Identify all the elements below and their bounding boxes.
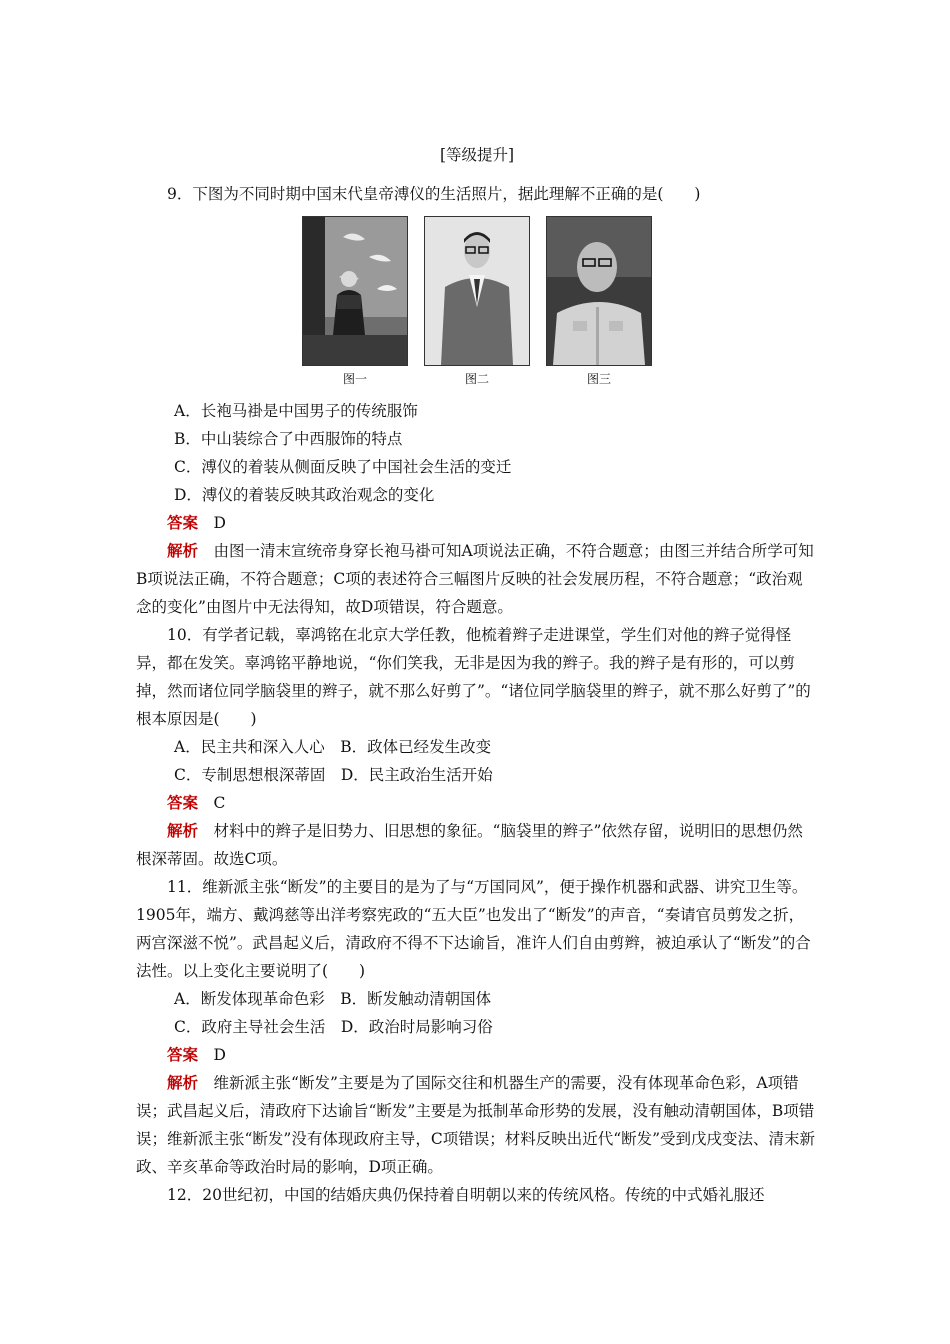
analysis-text: 由图一清末宣统帝身穿长袍马褂可知A项说法正确，不符合题意；由图三并结合所学可知B项说法正确，不符合题意；C项的表述符合三幅图片反映的社会发展历程，不符合题意；“政治观念的变化”由图片中无法得知，故D项错误，符合题意。 xyxy=(136,542,814,616)
q12-stem: 12．20世纪初，中国的结婚庆典仍保持着自明朝以来的传统风格。传统的中式婚礼服还 xyxy=(167,1186,765,1204)
answer-label: 答案 xyxy=(167,513,199,532)
q11-analysis xyxy=(136,1069,818,1181)
q10-analysis xyxy=(136,817,818,873)
q9-stem: 9．下图为不同时期中国末代皇帝溥仪的生活照片，据此理解不正确的是( ) xyxy=(167,185,701,203)
figure-3-caption: 图三 xyxy=(586,372,611,386)
analysis-text: 维新派主张“断发”主要是为了国际交往和机器生产的需要，没有体现革命色彩，A项错误；武昌起义后，清政府下达谕旨“断发”主要是为抵制革命形势的发展，没有触动清朝国体，B项错误；维新派主张“断发”没有体现政府主导，C项错误；材料反映出近代“断发”受到戊戌变法、清末新政、辛亥革命等政治时局的影响，D项正确。 xyxy=(136,1074,816,1176)
q11-options-ab: A．断发体现革命色彩 B．断发触动清朝国体 xyxy=(174,990,492,1008)
q10-options-ab: A．民主共和深入人心 B．政体已经发生改变 xyxy=(174,738,492,756)
document-page xyxy=(136,140,818,1209)
q9-option-d: D．溥仪的着装反映其政治观念的变化 xyxy=(174,486,435,504)
q9-answer xyxy=(136,509,818,537)
q10-stem: 10．有学者记载，辜鸿铭在北京大学任教，他梳着辫子走进课堂，学生们对他的辫子觉得怪异，都在发笑。辜鸿铭平静地说，“你们笑我，无非是因为我的辫子。我的辫子是有形的，可以剪掉，然而诸位同学脑袋里的辫子，就不那么好剪了”。“诸位同学脑袋里的辫子，就不那么好剪了”的根本原因是( ) xyxy=(136,626,811,728)
q9-option-c: C．溥仪的着装从侧面反映了中国社会生活的变迁 xyxy=(174,458,512,476)
q9-option-a: A．长袍马褂是中国男子的传统服饰 xyxy=(174,402,418,420)
q10-options-cd: C．专制思想根深蒂固 D．民主政治生活开始 xyxy=(174,766,493,784)
figure-1-caption: 图一 xyxy=(342,372,367,386)
figure-2 xyxy=(424,216,530,389)
analysis-label: 解析 xyxy=(167,1073,199,1092)
answer-value: D xyxy=(213,514,226,532)
q9-figures xyxy=(136,216,818,389)
q11-options-cd: C．政府主导社会生活 D．政治时局影响习俗 xyxy=(174,1018,493,1036)
figure-2-caption: 图二 xyxy=(464,372,489,386)
answer-value: C xyxy=(213,794,226,812)
q9-analysis xyxy=(136,537,818,621)
q11-answer xyxy=(136,1041,818,1069)
analysis-label: 解析 xyxy=(167,541,199,560)
answer-label: 答案 xyxy=(167,793,199,812)
photo-zhongshan-suit xyxy=(546,216,652,366)
answer-label: 答案 xyxy=(167,1045,199,1064)
q10-answer xyxy=(136,789,818,817)
answer-value: D xyxy=(213,1046,226,1064)
photo-child-emperor xyxy=(302,216,408,366)
figure-3 xyxy=(546,216,652,389)
analysis-text: 材料中的辫子是旧势力、旧思想的象征。“脑袋里的辫子”依然存留，说明旧的思想仍然根深蒂固。故选C项。 xyxy=(136,822,803,868)
photo-western-suit xyxy=(424,216,530,366)
figure-1 xyxy=(302,216,408,389)
q11-stem: 11．维新派主张“断发”的主要目的是为了与“万国同风”，便于操作机器和武器、讲究卫生等。1905年，端方、戴鸿慈等出洋考察宪政的“五大臣”也发出了“断发”的声音，“奏请官员剪发之折，两宫深滋不悦”。武昌起义后，清政府不得不下达谕旨，准许人们自由剪辫，被迫承认了“断发”的合法性。以上变化主要说明了( ) xyxy=(136,878,811,980)
analysis-label: 解析 xyxy=(167,821,199,840)
section-title: [等级提升] xyxy=(439,146,515,164)
q9-option-b: B．中山装综合了中西服饰的特点 xyxy=(174,430,403,448)
